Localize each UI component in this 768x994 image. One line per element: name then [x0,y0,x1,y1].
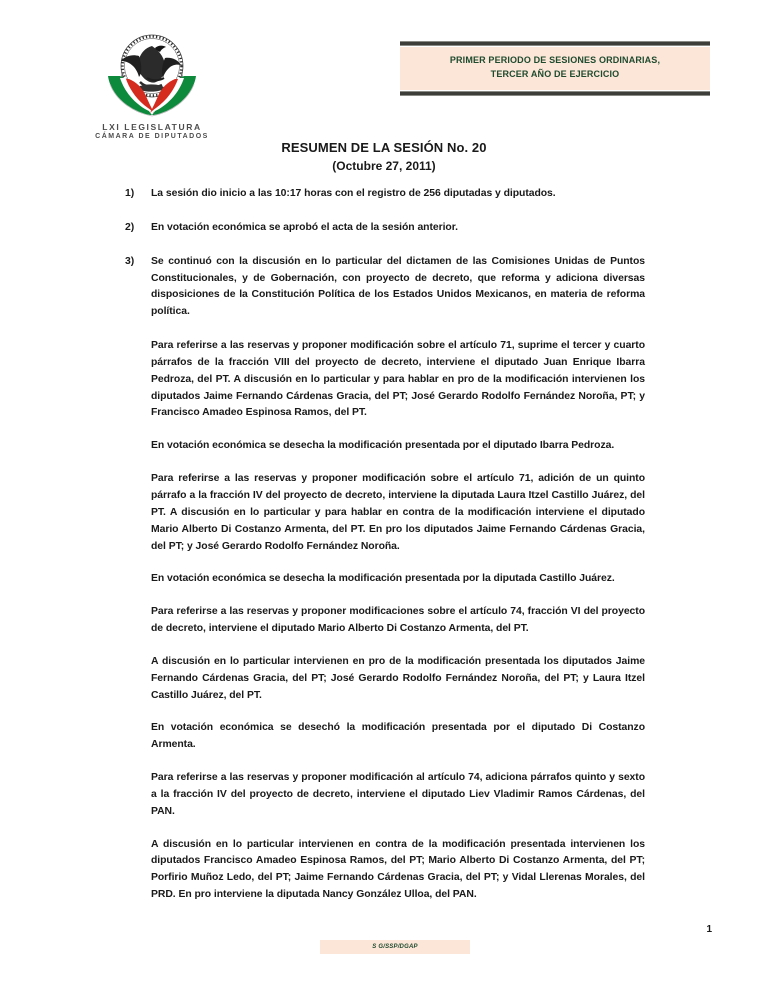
list-item-marker: 1) [125,188,135,199]
paragraph: Para referirse a las reservas y proponer modificaciones sobre el artículo 74, fracción VI del proyecto de decreto, interviene el diputado Mario Alberto Di Costanzo Armenta, del PT. [151,606,645,635]
paragraph: A discusión en lo particular intervienen en contra de la modificación presentada intervienen los diputados Francisco Amadeo Espinosa Ramos, del PT; Mario Alberto Di Costanzo Armenta, del PT; Porfirio Muñoz Ledo, del PT; Jaime Fernando Cárdenas Gracia, del PT; y Vidal Llerenas Morales, del PRD. En pro interviene la diputada Nancy González Ulloa, del PAN. [151,838,645,901]
banner-body [400,47,710,90]
list-item-body [151,220,645,237]
list-item-body [151,186,645,203]
paragraph: En votación económica se desechó la modificación presentada por el diputado Di Costanzo Armenta. [151,722,645,751]
list-item [125,220,645,237]
banner-line-2: TERCER AÑO DE EJERCICIO [490,68,620,79]
list-item-text: Se continuó con la discusión en lo particular del dictamen de las Comisiones Unidas de Puntos Constitucionales, y de Gobernación, con proyecto de decreto, que reforma y adiciona diversas disposiciones de la Constitución Política de los Estados Unidos Mexicanos, en materia de reforma política. [151,255,645,318]
paragraph: Para referirse a las reservas y proponer modificación al artículo 74, adiciona párrafos quinto y sexto a la fracción IV del proyecto de decreto, interviene el diputado Liev Vladimir Ramos Cárdenas, del PAN. [151,772,645,817]
list-item [125,254,645,321]
paragraph: En votación económica se desecha la modificación presentada por la diputada Castillo Juárez. [151,573,615,585]
document-date: (Octubre 27, 2011) [332,158,436,173]
document-body [125,186,645,904]
page-title [0,138,768,175]
list-item [125,186,645,203]
document-title: RESUMEN DE LA SESIÓN No. 20 [281,140,487,155]
logo-legislature-label: LXI LEGISLATURA [102,122,202,132]
session-period-banner [400,41,710,96]
list-item-marker: 2) [125,221,135,233]
page-number: 1 [706,924,712,935]
footer-code-band [320,940,470,954]
banner-rule-bottom [400,91,710,96]
paragraph: Para referirse a las reservas y proponer modificación sobre el artículo 71, adición de un quinto párrafo a la fracción IV del proyecto de decreto, interviene la diputada Laura Itzel Castillo Juárez, del PT. A discusión en lo particular y para hablar en contra de la modificación interviene el diputado Mario Alberto Di Costanzo Armenta, del PT. En pro los diputados Jaime Fernando Cárdenas Gracia, del PT; y José Gerardo Rodolfo Fernández Noroña. [151,473,645,552]
list-item-text: En votación económica se aprobó el acta de la sesión anterior. [151,221,458,233]
footer-code: S G/SSP/DGAP [372,944,418,950]
sub-paragraph-block [151,338,645,904]
paragraph: Para referirse a las reservas y proponer modificación sobre el artículo 71, suprime el tercer y cuarto párrafos de la fracción VIII del proyecto de decreto, interviene el diputado Juan Enrique Ibarra Pedroza, del PT. A discusión en lo particular y para hablar en pro de la modificación intervienen los diputados Jaime Fernando Cárdenas Gracia, del PT; José Gerardo Rodolfo Fernández Noroña, PT; y Francisco Amadeo Espinosa Ramos, del PT. [151,340,645,419]
banner-line-1: PRIMER PERIODO DE SESIONES ORDINARIAS, [449,55,661,65]
page-header [0,0,768,140]
paragraph: A discusión en lo particular intervienen en pro de la modificación presentada los diputados Jaime Fernando Cárdenas Gracia, del PT; José Gerardo Rodolfo Fernández Noroña, del PT; y Laura Itzel Castillo Juárez, del PT. [151,655,645,701]
mexico-coat-of-arms-icon [62,32,242,120]
banner-rule-top [400,41,710,46]
list-item-text: La sesión dio inicio a las 10:17 horas con el registro de 256 diputadas y diputados. [151,188,556,199]
institution-logo [62,32,242,141]
list-item-body [151,254,645,321]
list-item-marker: 3) [125,255,135,267]
logo-chamber-label: CÁMARA DE DIPUTADOS [95,132,209,140]
paragraph: En votación económica se desecha la modificación presentada por el diputado Ibarra Pedroza. [151,440,615,452]
